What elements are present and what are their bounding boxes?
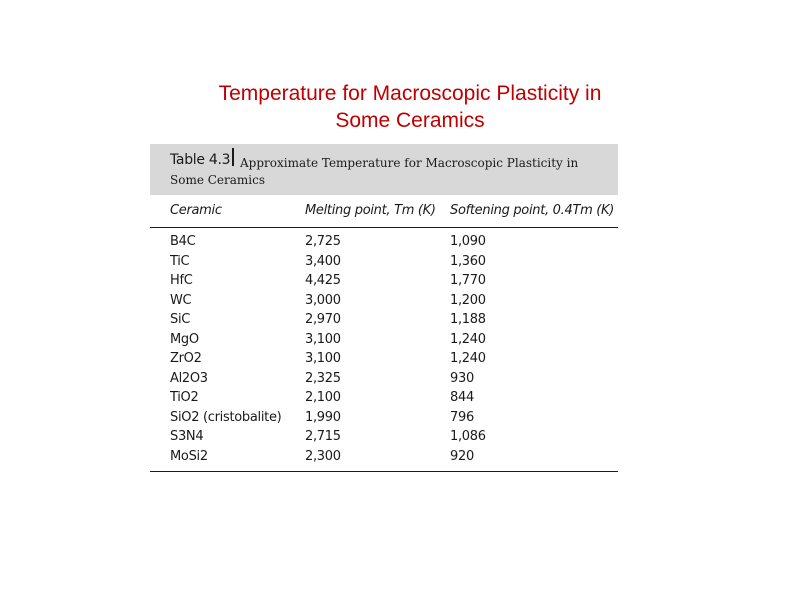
cell-melting-point: 3,400 [305, 253, 341, 269]
cell-softening-point: 920 [450, 448, 474, 464]
table-row [150, 447, 618, 472]
table-header-row [150, 195, 618, 228]
cell-softening-point: 1,360 [450, 253, 486, 269]
cell-ceramic: TiO2 [170, 390, 199, 405]
table-row [150, 408, 618, 428]
table-row [150, 427, 618, 447]
cell-ceramic: SiC [170, 312, 191, 327]
cell-ceramic: MoSi2 [170, 448, 208, 464]
table-row [150, 310, 618, 330]
cell-ceramic: B4C [170, 234, 196, 249]
cell-softening-point: 1,188 [450, 312, 486, 327]
ceramics-table [150, 195, 618, 471]
cell-ceramic: WC [170, 292, 192, 308]
cell-melting-point: 2,300 [305, 448, 341, 464]
table-body [150, 228, 618, 472]
cell-softening-point: 844 [450, 390, 474, 405]
table-row [150, 349, 618, 369]
table-row [150, 330, 618, 350]
cell-softening-point: 1,086 [450, 429, 486, 444]
cell-melting-point: 2,970 [305, 312, 341, 327]
cell-melting-point: 3,100 [305, 351, 341, 366]
table-figure [150, 144, 618, 472]
table-caption-text: Approximate Temperature for Macroscopic Plasticity in Some Ceramics [170, 156, 579, 187]
table-row [150, 291, 618, 311]
cell-ceramic: Al2O3 [170, 370, 208, 386]
cell-melting-point: 4,425 [305, 273, 341, 288]
cell-melting-point: 1,990 [305, 409, 341, 425]
table-row [150, 388, 618, 408]
slide-title-line-1: Temperature for Macroscopic Plasticity in [218, 82, 602, 105]
cell-melting-point: 3,100 [305, 331, 341, 347]
header-ceramic: Ceramic [150, 195, 305, 228]
table-number: Table 4.3 [170, 152, 231, 168]
table-row [150, 252, 618, 272]
cell-melting-point: 2,725 [305, 234, 341, 249]
header-softening-point: Softening point, 0.4Tm (K) [450, 195, 618, 228]
cell-softening-point: 1,770 [450, 273, 486, 288]
table-caption [150, 144, 618, 195]
cell-softening-point: 1,200 [450, 292, 486, 308]
header-melting-point: Melting point, Tm (K) [305, 195, 450, 228]
cell-softening-point: 796 [450, 409, 474, 425]
cell-ceramic: HfC [170, 273, 193, 288]
table-bottom-rule [150, 471, 618, 472]
table-row [150, 271, 618, 291]
cell-softening-point: 930 [450, 370, 474, 386]
slide-title [150, 80, 670, 134]
cell-softening-point: 1,240 [450, 351, 486, 366]
cell-softening-point: 1,240 [450, 331, 486, 347]
cell-ceramic: MgO [170, 331, 199, 347]
cell-ceramic: S3N4 [170, 429, 204, 444]
slide-title-line-2: Some Ceramics [335, 109, 485, 132]
cell-softening-point: 1,090 [450, 234, 486, 249]
cell-ceramic: SiO2 (cristobalite) [170, 409, 282, 425]
cell-melting-point: 2,100 [305, 390, 341, 405]
table-row [150, 228, 618, 252]
cell-ceramic: TiC [170, 253, 190, 269]
cell-melting-point: 2,325 [305, 370, 341, 386]
cell-melting-point: 3,000 [305, 292, 341, 308]
cell-ceramic: ZrO2 [170, 351, 202, 366]
cell-melting-point: 2,715 [305, 429, 341, 444]
table-row [150, 369, 618, 389]
